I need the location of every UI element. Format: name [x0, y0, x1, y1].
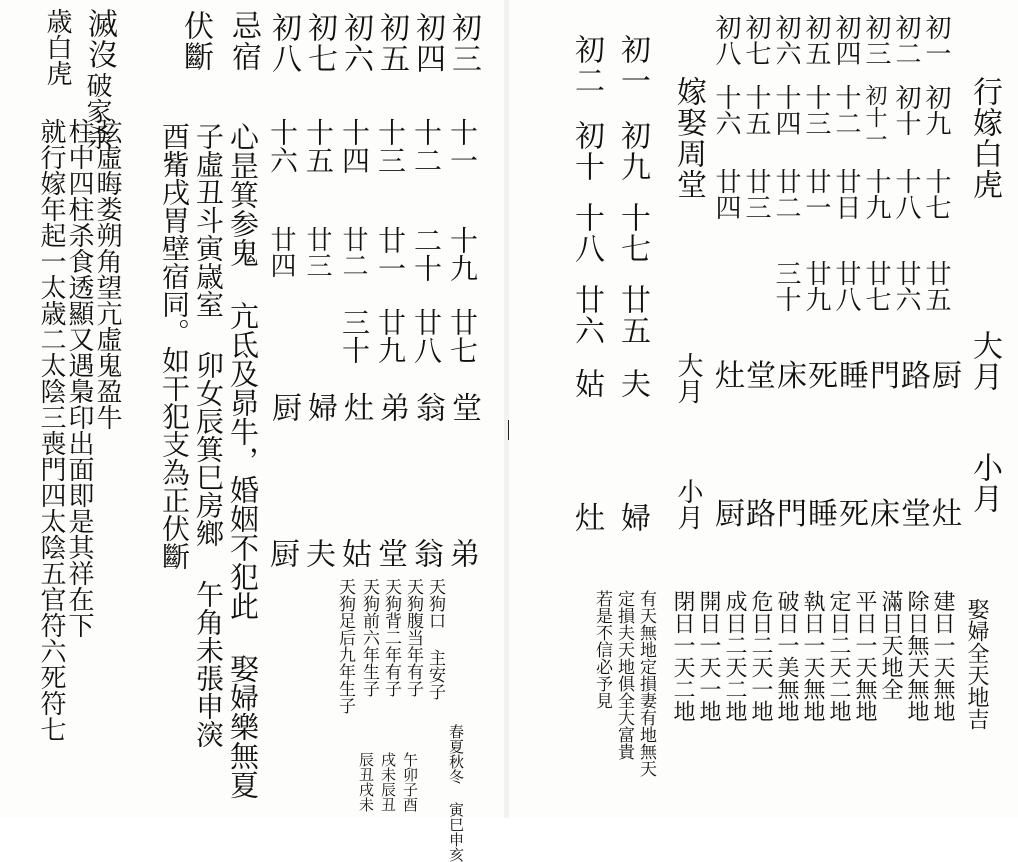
side-day2-2: 初十	[569, 120, 604, 182]
tiangou-row-4: 天狗前六年生子	[359, 578, 379, 697]
fu-duan-text-1: 子虛丑斗寅𡻕室 卯女辰箕巳房鄉 午角未張申㴱	[192, 122, 225, 748]
day-d2-8: 廿四	[266, 226, 296, 278]
day-21: 廿一	[801, 168, 831, 220]
closing-1: 有天無地定損妻有地無天	[636, 590, 656, 777]
day-28: 廿八	[831, 260, 861, 312]
side-day2-4: 廿六	[569, 284, 604, 346]
day-list-6: 執日一天無地	[800, 590, 825, 722]
top-day-5: 初五	[801, 14, 831, 66]
xiao-yue-label: 小月	[673, 478, 703, 530]
top-day-8: 初八	[711, 14, 741, 66]
day-list-2: 除日無天無地	[904, 590, 929, 722]
ji-xiu-title: 忌宿	[226, 10, 261, 72]
fu-duan-text-2: 酉觜戌胃壁宿同。如干犯支為正伏斷	[158, 122, 191, 570]
day-9: 初九	[921, 84, 951, 136]
top-day-7: 初七	[741, 14, 771, 66]
title-po-jia: 破家杀	[82, 72, 112, 150]
note-line-1: 弦虛晦娄朔角望亢虛鬼盈牛	[92, 118, 122, 430]
day-16: 十六	[711, 84, 741, 136]
day-26: 廿六	[891, 260, 921, 312]
bottom-role-5: 夫	[300, 538, 335, 569]
day-23: 廿三	[741, 168, 771, 220]
side-role-small-2: 灶	[569, 502, 604, 533]
day-13: 十三	[801, 84, 831, 136]
tiangou-row-5: 天狗足后九年生子	[335, 578, 355, 714]
da-yue-label-right: 大月	[967, 330, 1002, 392]
bottom-role-4: 姑	[336, 538, 371, 569]
note-line-3: 就行嫁年起一太歳二太陰三喪門四太陰五官符六死符七	[36, 118, 66, 742]
day-label-5: 初五	[374, 12, 409, 74]
day-d2-3: 十九	[446, 226, 479, 282]
title-sui-bai-hu: 歳白虎	[42, 8, 72, 86]
day-list-1: 建日一天無地	[930, 590, 955, 722]
day-label-4: 初四	[410, 12, 445, 74]
da-yue-label: 大月	[673, 352, 703, 404]
side-day2-3: 十八	[569, 202, 604, 264]
side-role-big-1: 夫	[615, 368, 650, 399]
season-line-1: 春夏秋冬 寅巳申亥	[447, 724, 465, 862]
day-list-4: 平日一天無地	[852, 590, 877, 722]
role-zao: 灶	[338, 392, 373, 423]
day-d1-6: 十四	[338, 118, 371, 174]
closing-3: 若是不信必予見	[592, 590, 612, 709]
season-line-2: 午卯子酉	[401, 752, 419, 812]
day-list-5: 定日二天二地	[826, 590, 851, 722]
day-d1-8: 十六	[266, 118, 299, 174]
day-d2-4: 二十	[410, 226, 443, 282]
season-line-3: 戌未辰丑	[379, 752, 397, 812]
top-day-6: 初六	[771, 14, 801, 66]
day-d3-4: 廿八	[410, 308, 443, 364]
top-day-3: 初三	[861, 14, 891, 66]
day-30: 三十	[771, 260, 801, 312]
day-list-11: 閉日一天二地	[670, 590, 695, 722]
day-d1-4: 十二	[410, 118, 443, 174]
bottom-role-2: 翁	[408, 538, 443, 569]
side-role-big-2: 姑	[569, 368, 604, 399]
day-20: 廿日	[831, 168, 861, 220]
role-chu: 厨	[266, 392, 301, 423]
day-d1-3: 十一	[446, 118, 479, 174]
day-list-9: 成日二天二地	[722, 590, 747, 722]
day-22: 廿二	[771, 168, 801, 220]
side-day1-2: 初九	[615, 120, 650, 182]
role-di: 弟	[374, 392, 409, 423]
top-day-2: 初二	[891, 14, 921, 66]
role-fu: 婦	[302, 392, 337, 423]
season-line-4: 辰丑戌未	[357, 752, 375, 812]
day-12: 十二	[831, 84, 861, 136]
role-tang: 堂	[446, 392, 481, 423]
day-19: 十九	[861, 168, 891, 220]
day-d3-3: 廿七	[446, 308, 479, 364]
day-list-7: 破日一美無地	[774, 590, 799, 722]
tiangou-row-2: 天狗腹当年有子	[403, 578, 423, 697]
da-yue-roles: 灶堂床死睡門路厨	[715, 359, 963, 394]
fu-duan-title: 伏斷	[178, 10, 213, 72]
right-page	[509, 0, 1018, 818]
day-d2-5: 廿一	[374, 226, 407, 282]
day-18: 十八	[891, 168, 921, 220]
day-11: 初十一	[862, 84, 887, 150]
role-weng: 翁	[410, 392, 445, 423]
day-d3-6: 三十	[338, 308, 371, 364]
day-list-10: 開日一天一地	[696, 590, 721, 722]
day-d3-5: 廿九	[374, 308, 407, 364]
bottom-role-1: 弟	[444, 538, 479, 569]
jia-qu-zhou-tang: 嫁娶周堂	[671, 76, 706, 200]
side-day1-1: 初一	[615, 34, 650, 96]
bottom-role-3: 堂	[372, 538, 407, 569]
top-day-4: 初四	[831, 14, 861, 66]
ji-xiu-text: 心昰箕参鬼 亢氐及昴牛，婚姻不犯此 娶婦樂無夏	[226, 122, 260, 799]
day-list-3: 滿日天地全	[878, 590, 903, 700]
note-line-2: 柱中四柱杀食透顯又遇梟印出面即是其祥在下	[64, 118, 94, 638]
top-day-1: 初一	[921, 14, 951, 66]
closing-2: 定損夫天地俱全大富貴	[614, 590, 634, 760]
day-29: 廿九	[801, 260, 831, 312]
tiangou-row-3: 天狗背二年有子	[381, 578, 401, 697]
xiao-yue-label-right: 小月	[967, 452, 1002, 514]
bottom-role-6: 厨	[264, 538, 299, 569]
day-14: 十四	[771, 84, 801, 136]
xiao-yue-roles: 厨路門睡死床堂灶	[715, 497, 963, 532]
day-25: 廿五	[921, 260, 951, 312]
side-day1-4: 廿五	[615, 284, 650, 346]
day-label-3: 初三	[446, 12, 481, 74]
day-10: 初十	[891, 84, 921, 136]
day-15: 十五	[741, 84, 771, 136]
qu-fu-title: 娶婦全天地吉	[964, 598, 989, 730]
day-d1-5: 十三	[374, 118, 407, 174]
title-mie-mo: 滅沒	[82, 8, 117, 70]
day-24: 廿四	[711, 168, 741, 220]
day-list-8: 危日二天一地	[748, 590, 773, 722]
side-day2-1: 初二	[569, 34, 604, 96]
day-d2-6: 廿二	[338, 226, 368, 278]
day-label-8: 初八	[266, 12, 301, 74]
day-27: 廿七	[861, 260, 891, 312]
day-17: 十七	[921, 168, 951, 220]
day-label-6: 初六	[338, 12, 373, 74]
page-title: 行嫁白虎	[967, 76, 1002, 200]
day-label-7: 初七	[302, 12, 337, 74]
side-day1-3: 十七	[615, 202, 650, 264]
tiangou-row-1: 天狗口 主安子	[425, 578, 445, 700]
day-d2-7: 廿三	[302, 226, 332, 278]
day-d1-7: 十五	[302, 118, 335, 174]
side-role-small-1: 婦	[615, 502, 650, 533]
